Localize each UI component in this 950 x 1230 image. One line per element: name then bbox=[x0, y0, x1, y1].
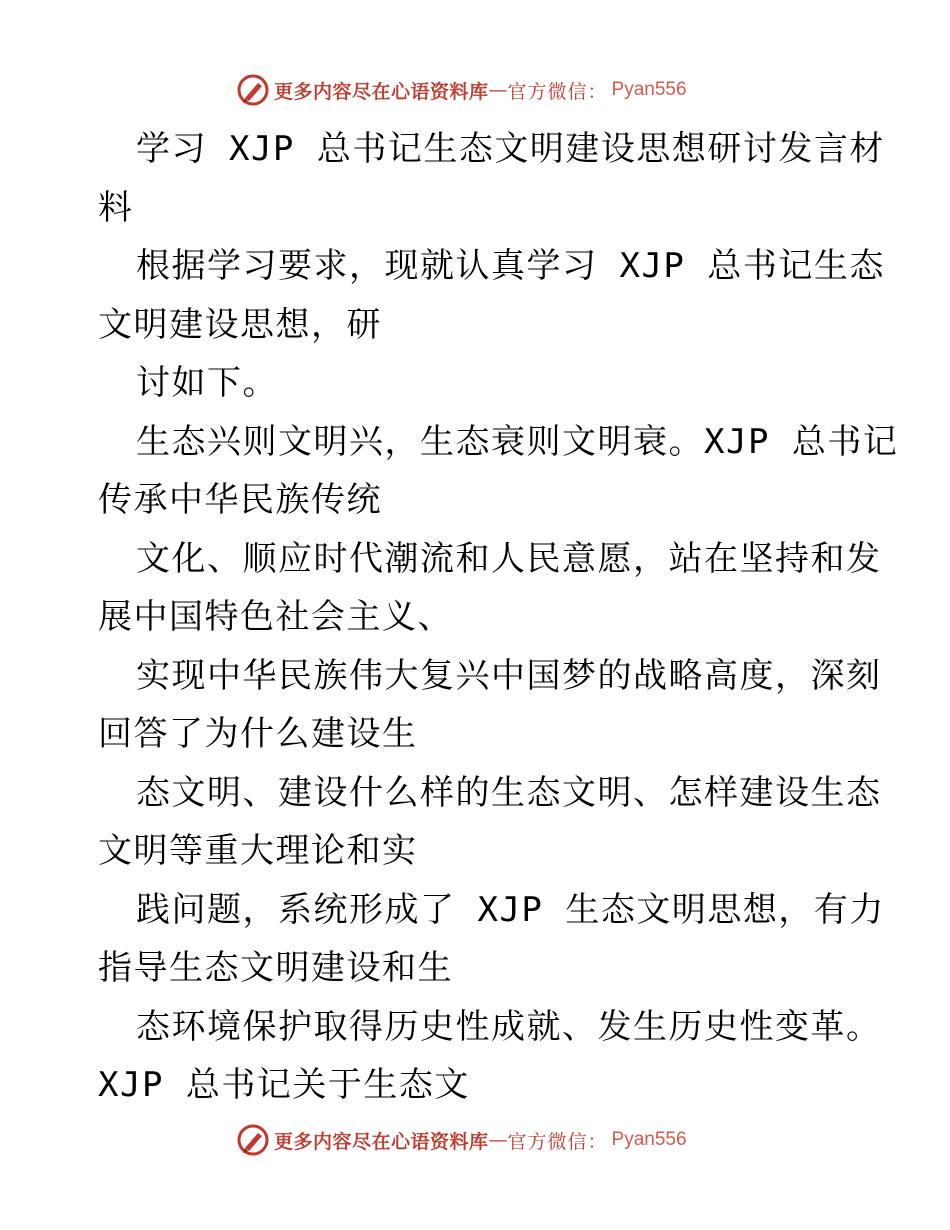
paragraph-line: 文化、顺应时代潮流和人民意愿，站在坚持和发 bbox=[136, 538, 882, 579]
paragraph-line: 讨如下。 bbox=[136, 363, 278, 403]
banner-wechat-id: Pyan556 bbox=[611, 1129, 687, 1150]
banner-wechat-id: Pyan556 bbox=[611, 79, 687, 100]
paragraph-line: 展中国特色社会主义、 bbox=[98, 597, 453, 637]
pen-logo-icon bbox=[236, 1123, 270, 1157]
document-body bbox=[98, 120, 899, 1115]
paragraph-line: 态环境保护取得历史性成就、发生历史性变革。 bbox=[136, 1006, 882, 1047]
paragraph-line: 根据学习要求，现就认真学习 XJP 总书记生态 bbox=[136, 246, 885, 286]
banner-site-text: 更多内容尽在心语资料库 bbox=[274, 1130, 489, 1153]
pen-logo-icon bbox=[236, 73, 270, 107]
paragraph-line: 文明建设思想，研 bbox=[98, 304, 382, 345]
paragraph-line: 传承中华民族传统 bbox=[98, 480, 382, 520]
paragraph-line: 生态兴则文明兴，生态衰则文明衰。XJP 总书记 bbox=[136, 421, 899, 462]
paragraph-line: 实现中华民族伟大复兴中国梦的战略高度，深刻 bbox=[136, 655, 882, 696]
paragraph-line: 指导生态文明建设和生 bbox=[98, 948, 453, 988]
paragraph-line: 回答了为什么建设生 bbox=[98, 714, 418, 754]
paragraph-line: 态文明、建设什么样的生态文明、怎样建设生态 bbox=[136, 772, 882, 813]
document-title-line-1: 学习 XJP 总书记生态文明建设思想研讨发言材 bbox=[136, 129, 885, 169]
paragraph-line: 践问题，系统形成了 XJP 生态文明思想，有力 bbox=[136, 889, 885, 930]
header-banner bbox=[236, 72, 716, 108]
footer-banner bbox=[236, 1122, 716, 1158]
paragraph-line: 文明等重大理论和实 bbox=[98, 831, 418, 871]
paragraph-line: XJP 总书记关于生态文 bbox=[98, 1065, 470, 1105]
banner-site-text: 更多内容尽在心语资料库 bbox=[274, 80, 489, 103]
banner-wechat-label: 官方微信： bbox=[507, 1130, 608, 1153]
document-title-line-2: 料 bbox=[98, 187, 134, 228]
banner-separator: — bbox=[488, 1129, 508, 1151]
banner-wechat-label: 官方微信： bbox=[507, 80, 608, 103]
banner-separator: — bbox=[488, 79, 508, 101]
